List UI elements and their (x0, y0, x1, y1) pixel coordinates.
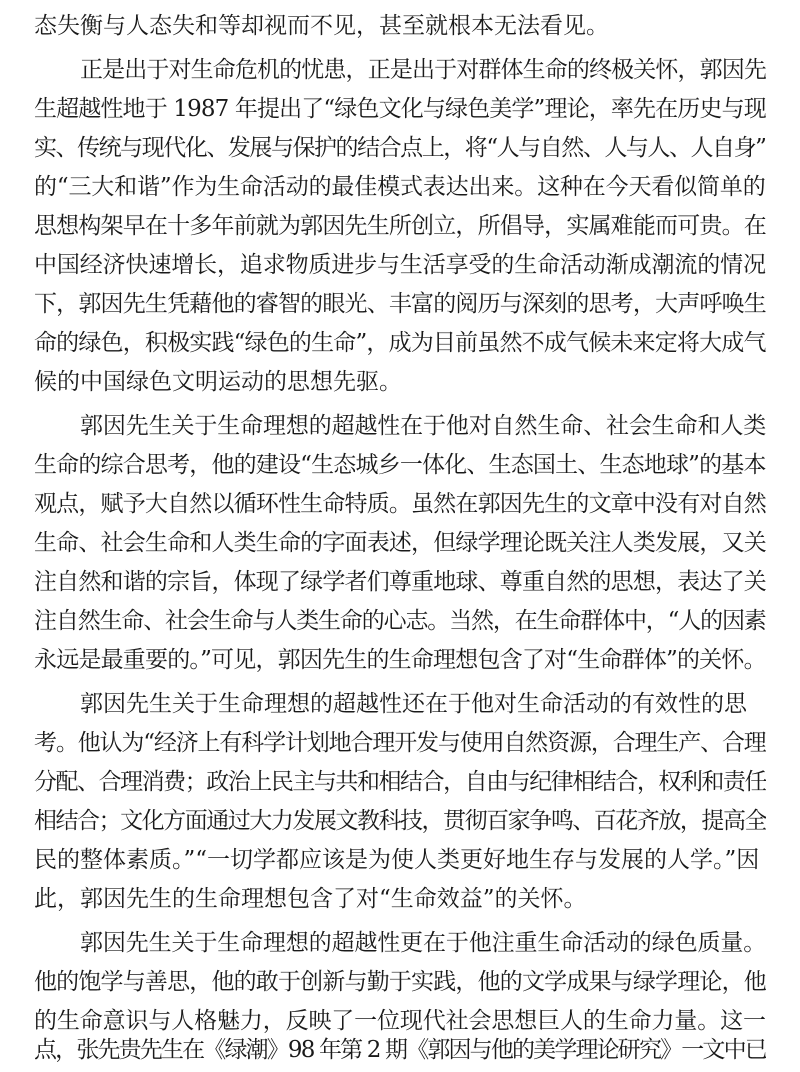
paragraph-first-line: 郭因先生关于生命理想的超越性更在于他注重生命活动的绿色质量。 (80, 930, 766, 956)
text-line: 实、传统与现代化、发展与保护的结合点上，将“人与自然、人与人、人自身” (34, 135, 766, 161)
text-line: 下，郭因先生凭藉他的睿智的眼光、丰富的阅历与深刻的思考，大声呼唤生 (34, 291, 766, 317)
paragraph-first-line: 正是出于对生命危机的忧患，正是出于对群体生命的终极关怀，郭因先 (80, 57, 766, 83)
text-line: 的“三大和谐”作为生命活动的最佳模式表达出来。这种在今天看似简单的 (34, 174, 766, 200)
text-line: 的生命意识与人格魅力，反映了一位现代社会思想巨人的生命力量。这一 (34, 1008, 766, 1034)
text-line: 点，张先贵先生在《绿潮》98 年第 2 期《郭因与他的美学理论研究》一文中已 (34, 1037, 766, 1063)
document-page (34, 0, 766, 1072)
text-line: 考。他认为“经济上有科学计划地合理开发与使用自然资源，合理生产、合理 (34, 730, 766, 756)
text-line: 生命的综合思考，他的建设“生态城乡一体化、生态国土、生态地球”的基本 (34, 452, 766, 478)
text-line: 思想构架早在十多年前就为郭因先生所创立，所倡导，实属难能而可贵。在 (34, 213, 766, 239)
text-line: 相结合；文化方面通过大力发展文教科技，贯彻百家争鸣、百花齐放，提高全 (34, 808, 766, 834)
text-line: 注自然和谐的宗旨，体现了绿学者们尊重地球、尊重自然的思想，表达了关 (34, 569, 766, 595)
paragraph-first-line: 郭因先生关于生命理想的超越性在于他对自然生命、社会生命和人类 (80, 413, 766, 439)
text-line: 生命、社会生命和人类生命的字面表述，但绿学理论既关注人类发展，又关 (34, 530, 766, 556)
text-line: 分配、合理消费；政治上民主与共和相结合，自由与纪律相结合，权利和责任 (34, 769, 766, 795)
text-line: 他的饱学与善思，他的敢于创新与勤于实践，他的文学成果与绿学理论，他 (34, 969, 766, 995)
paragraph-first-line: 郭因先生关于生命理想的超越性还在于他对生命活动的有效性的思 (80, 691, 747, 717)
text-line: 生超越性地于 1987 年提出了“绿色文化与绿色美学”理论，率先在历史与现 (34, 96, 766, 122)
text-line: 中国经济快速增长，追求物质进步与生活享受的生命活动渐成潮流的情况 (34, 252, 766, 278)
text-line: 候的中国绿色文明运动的思想先驱。 (34, 369, 402, 395)
text-line: 永远是最重要的。”可见，郭因先生的生命理想包含了对“生命群体”的关怀。 (34, 647, 766, 673)
text-line: 注自然生命、社会生命与人类生命的心志。当然，在生命群体中，“人的因素 (34, 608, 766, 634)
text-line: 命的绿色，积极实践“绿色的生命”，成为目前虽然不成气候未来定将大成气 (34, 330, 766, 356)
text-line: 民的整体素质。”“一切学都应该是为使人类更好地生存与发展的人学。”因 (34, 847, 760, 873)
text-line: 此，郭因先生的生命理想包含了对“生命效益”的关怀。 (34, 886, 587, 912)
text-line: 态失衡与人态失和等却视而不见，甚至就根本无法看见。 (34, 13, 609, 39)
text-line: 观点，赋予大自然以循环性生命特质。虽然在郭因先生的文章中没有对自然 (34, 491, 766, 517)
